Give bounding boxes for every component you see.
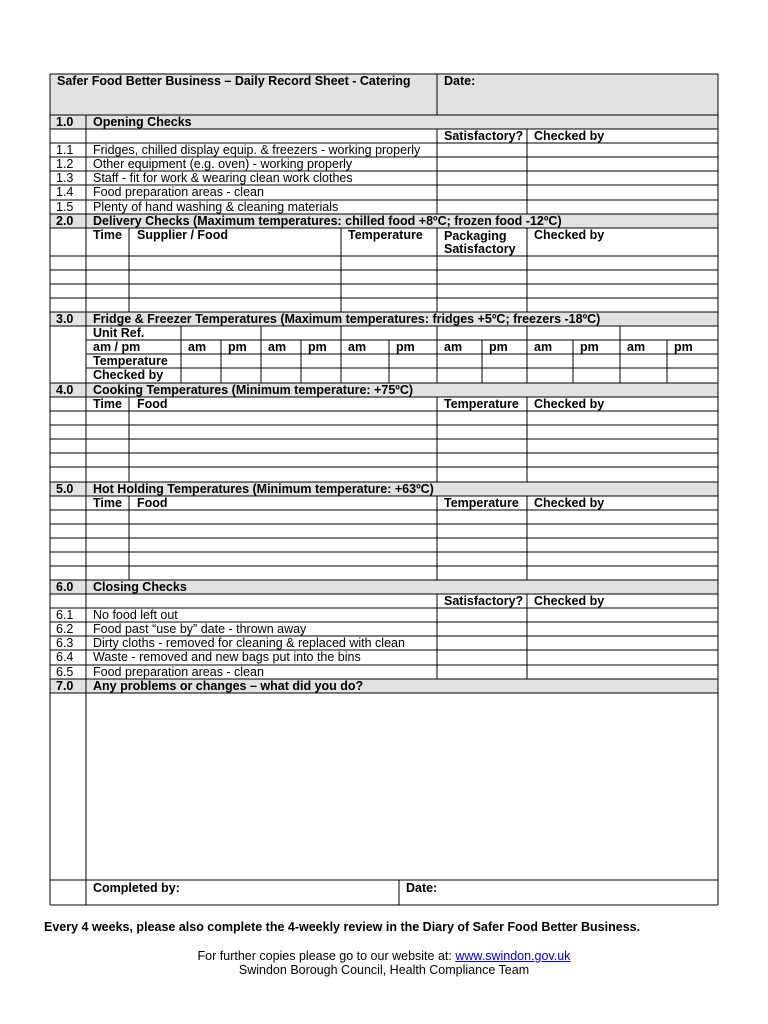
closing-section-title: Closing Checks — [93, 580, 187, 594]
fridge-am-label: am — [188, 340, 207, 354]
opening-item-number: 1.3 — [56, 171, 74, 185]
opening-section-title: Opening Checks — [93, 115, 192, 129]
hot-holding-food-header: Food — [137, 496, 168, 510]
opening-item-text: Fridges, chilled display equip. & freezers - working properly — [93, 143, 421, 157]
closing-item-number: 6.2 — [56, 622, 74, 636]
fridge-pm-label: pm — [580, 340, 599, 354]
closing-section-number: 6.0 — [56, 580, 74, 594]
fridge-am-label: am — [444, 340, 463, 354]
opening-item-number: 1.4 — [56, 185, 74, 199]
copies-line — [0, 949, 768, 963]
fridge-temperature-label: Temperature — [93, 354, 168, 368]
closing-checked-by-header: Checked by — [534, 594, 605, 608]
cooking-time-header: Time — [93, 397, 122, 411]
delivery-checked-by-header: Checked by — [534, 228, 605, 242]
hot-holding-checked-by-header: Checked by — [534, 496, 605, 510]
fridge-am-label: am — [534, 340, 553, 354]
delivery-packaging-header-line2: Satisfactory — [444, 242, 516, 256]
sheet-title: Safer Food Better Business – Daily Record Sheet - Catering — [57, 74, 411, 88]
opening-item-number: 1.1 — [56, 143, 74, 157]
opening-item-text: Other equipment (e.g. oven) - working properly — [93, 157, 353, 171]
opening-checked-by-header: Checked by — [534, 129, 605, 143]
completion-date-label: Date: — [406, 881, 438, 895]
cooking-section-title: Cooking Temperatures (Minimum temperature: +75ºC) — [93, 383, 414, 397]
opening-item-text: Plenty of hand washing & cleaning materials — [93, 200, 339, 214]
fridge-pm-label: pm — [396, 340, 415, 354]
fridge-am-label: am — [348, 340, 367, 354]
closing-item-number: 6.3 — [56, 636, 74, 650]
hot-holding-section-title: Hot Holding Temperatures (Minimum temperature: +63ºC) — [93, 482, 434, 496]
closing-item-number: 6.5 — [56, 665, 74, 679]
fridge-section-number: 3.0 — [56, 312, 74, 326]
opening-item-number: 1.2 — [56, 157, 74, 171]
closing-item-text: Waste - removed and new bags put into the bins — [93, 650, 361, 664]
fridge-unit-ref-label: Unit Ref. — [93, 326, 145, 340]
closing-satisfactory-header: Satisfactory? — [444, 594, 524, 608]
delivery-temperature-header: Temperature — [348, 228, 423, 242]
closing-item-text: Food past “use by” date - thrown away — [93, 622, 307, 636]
fridge-checked-by-label: Checked by — [93, 368, 164, 382]
delivery-section-number: 2.0 — [56, 214, 74, 228]
organisation-name: Swindon Borough Council, Health Compliance Team — [238, 963, 530, 977]
problems-section-number: 7.0 — [56, 679, 74, 693]
delivery-section-title: Delivery Checks (Maximum temperatures: chilled food +8ºC; frozen food -12ºC) — [93, 214, 562, 228]
hot-holding-temperature-header: Temperature — [444, 496, 519, 510]
cooking-checked-by-header: Checked by — [534, 397, 605, 411]
closing-item-number: 6.1 — [56, 608, 74, 622]
website-link[interactable]: www.swindon.gov.uk — [455, 949, 571, 963]
completed-by-label: Completed by: — [93, 881, 180, 895]
cooking-food-header: Food — [137, 397, 168, 411]
closing-item-text: Dirty cloths - removed for cleaning & replaced with clean — [93, 636, 405, 650]
closing-item-number: 6.4 — [56, 650, 74, 664]
hot-holding-time-header: Time — [93, 496, 122, 510]
opening-item-text: Food preparation areas - clean — [93, 185, 264, 199]
closing-item-text: No food left out — [93, 608, 178, 622]
four-weekly-reminder: Every 4 weeks, please also complete the 4-weekly review in the Diary of Safer Food Better Business. — [44, 920, 641, 934]
fridge-am-label: am — [627, 340, 646, 354]
problems-notes-area[interactable] — [87, 694, 717, 879]
opening-item-number: 1.5 — [56, 200, 74, 214]
fridge-pm-label: pm — [674, 340, 693, 354]
closing-item-text: Food preparation areas - clean — [93, 665, 264, 679]
cooking-temperature-header: Temperature — [444, 397, 519, 411]
delivery-packaging-header: Packaging — [444, 229, 507, 243]
cooking-section-number: 4.0 — [56, 383, 74, 397]
fridge-pm-label: pm — [308, 340, 327, 354]
opening-item-text: Staff - fit for work & wearing clean work clothes — [93, 171, 353, 185]
fridge-pm-label: pm — [489, 340, 508, 354]
copies-prefix: For further copies please go to our website at: — [197, 949, 456, 963]
delivery-supplier-header: Supplier / Food — [137, 228, 228, 242]
fridge-ampm-label: am / pm — [93, 340, 141, 354]
header-date-label: Date: — [444, 74, 476, 88]
hot-holding-section-number: 5.0 — [56, 482, 74, 496]
fridge-am-label: am — [268, 340, 287, 354]
delivery-time-header: Time — [93, 228, 122, 242]
fridge-pm-label: pm — [228, 340, 247, 354]
opening-satisfactory-header: Satisfactory? — [444, 129, 524, 143]
problems-section-title: Any problems or changes – what did you do? — [93, 679, 364, 693]
fridge-section-title: Fridge & Freezer Temperatures (Maximum temperatures: fridges +5ºC; freezers -18ºC) — [93, 312, 601, 326]
opening-section-number: 1.0 — [56, 115, 74, 129]
